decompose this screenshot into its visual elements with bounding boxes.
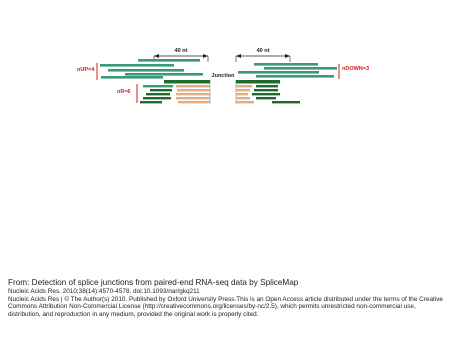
exon-left — [164, 80, 210, 84]
read-bar — [272, 101, 300, 103]
reference-exons — [164, 80, 280, 84]
nup-label: nUP=4 — [77, 67, 95, 73]
upstream-reads — [100, 59, 203, 79]
read-bar — [100, 64, 174, 67]
read-bar — [138, 59, 200, 62]
read-bar — [236, 89, 250, 91]
read-bar — [125, 73, 203, 76]
read-bar — [150, 89, 172, 91]
read-bar — [146, 93, 170, 95]
read-bar — [108, 69, 184, 72]
caption-license: Nucleic Acids Res | © The Author(s) 2010. Published by Oxford University Press.This is an Open Access article distributed under the terms of the Creative Commons Attribution Non-Commercial License (http://creativecommons.org/licenses/by-nc/2.5), which permits unrestricted non-commercial use, distribution, and reproduction in any medium, provided the original work is properly cited. — [8, 295, 443, 318]
read-bar — [236, 101, 254, 103]
ndown-label: nDOWN=3 — [342, 66, 370, 72]
bracket-right-label: 40 nt — [256, 48, 270, 54]
read-bar — [178, 101, 210, 103]
read-bar — [256, 85, 278, 87]
read-bar — [236, 85, 252, 87]
caption-from-line: From: Detection of splice junctions from paired-end RNA-seq data by SpliceMap — [8, 278, 299, 287]
read-bar — [256, 75, 334, 78]
read-bar — [254, 63, 318, 66]
read-bar — [236, 93, 248, 95]
read-bar — [176, 97, 210, 99]
junction-label: Junction — [211, 73, 235, 79]
read-bar — [256, 97, 276, 99]
read-bar — [177, 89, 210, 91]
read-bar — [143, 85, 173, 87]
nr-label: nR=6 — [117, 89, 131, 95]
figure-caption — [8, 278, 446, 318]
read-bar — [252, 93, 280, 95]
read-bar — [176, 85, 210, 87]
exon-right — [236, 80, 280, 84]
read-bar — [236, 97, 250, 99]
read-bar — [101, 76, 163, 79]
read-bar — [254, 89, 278, 91]
read-bar — [140, 101, 162, 103]
junction-reads — [140, 85, 300, 103]
read-bar — [238, 71, 319, 74]
bracket-right — [236, 54, 290, 62]
caption-citation: Nucleic Acids Res. 2010;38(14):4570-4578. doi:10.1093/nar/gkq211 — [8, 288, 200, 296]
read-bar — [143, 97, 171, 99]
read-bar — [264, 67, 337, 70]
bracket-left-label: 40 nt — [174, 48, 188, 54]
downstream-reads — [238, 63, 337, 78]
read-bar — [176, 93, 210, 95]
